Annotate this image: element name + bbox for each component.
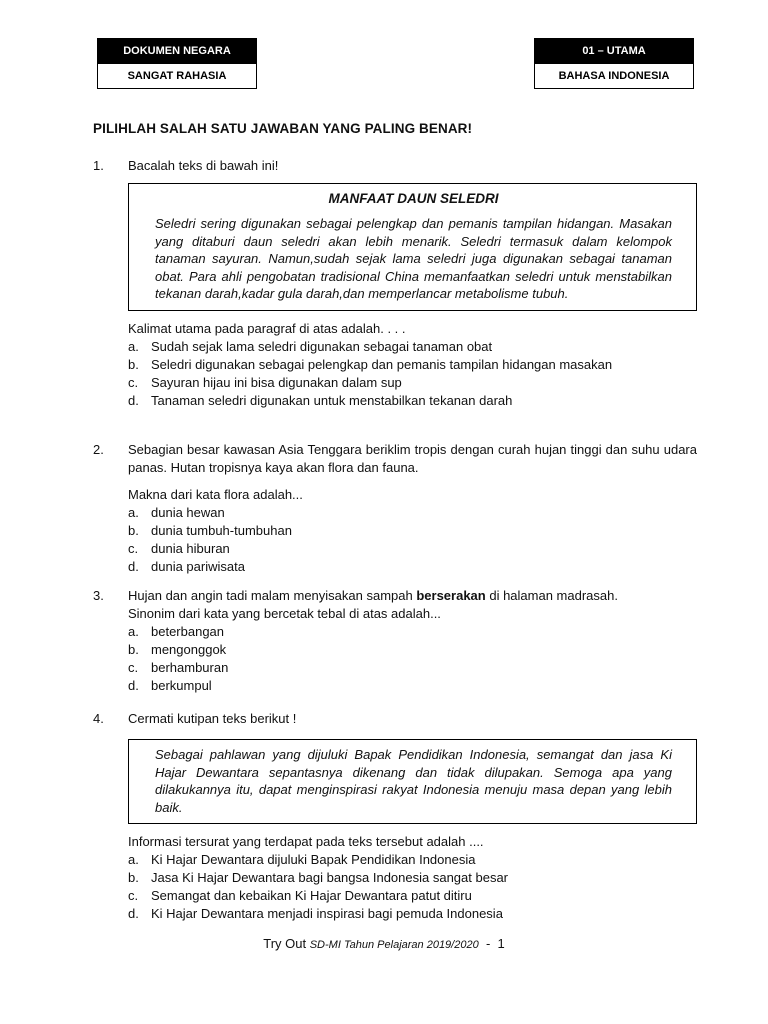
option-a[interactable]	[128, 851, 697, 869]
option-text: berkumpul	[151, 678, 212, 693]
footer-subtitle: SD-MI Tahun Pelajaran 2019/2020	[309, 939, 479, 951]
option-text: Ki Hajar Dewantara dijuluki Bapak Pendidikan Indonesia	[151, 852, 476, 868]
option-letter: a.	[128, 624, 139, 639]
question-intro: Bacalah teks di bawah ini!	[128, 158, 279, 173]
option-c[interactable]	[128, 659, 697, 677]
header-right-subtitle: BAHASA INDONESIA	[535, 63, 693, 88]
header-left-subtitle: SANGAT RAHASIA	[98, 63, 256, 88]
question-prompt: Informasi tersurat yang terdapat pada teks tersebut adalah ....	[128, 834, 484, 850]
page-number: 1	[497, 936, 505, 951]
option-letter: b.	[128, 870, 139, 886]
option-b[interactable]	[128, 869, 697, 887]
option-text: Sudah sejak lama seledri digunakan sebagai tanaman obat	[151, 338, 493, 354]
question-prompt: Makna dari kata flora adalah...	[128, 487, 303, 502]
option-a[interactable]	[128, 623, 697, 641]
option-text: Tanaman seledri digunakan untuk menstabilkan tekanan darah	[151, 392, 513, 408]
question-number: 1.	[93, 158, 104, 173]
option-d[interactable]	[128, 677, 697, 695]
option-letter: c.	[128, 541, 139, 556]
question-number: 3.	[93, 588, 104, 603]
question-intro: Cermati kutipan teks berikut !	[128, 711, 297, 726]
option-text: mengonggok	[151, 642, 227, 657]
passage-title: MANFAAT DAUN SELEDRI	[328, 191, 499, 206]
passage-text: Seledri sering digunakan sebagai pelengkap dan pemanis tampilan hidangan. Masakan yang ditaburi daun seledri akan lebih menarik. Seledri termasuk dalam kelompok tanaman sayuran. Namun,sudah sejak lama seledri juga digunakan sebagai tanaman obat. Para ahli pengobatan tradisional China memanfaatkan seledri untuk menstabilkan tekanan darah,kadar gula darah,dan memperlancar metabolisme tubuh.	[155, 216, 672, 302]
footer-separator: -	[478, 936, 498, 951]
option-text: dunia hewan	[151, 505, 225, 520]
instruction-heading: PILIHLAH SALAH SATU JAWABAN YANG PALING BENAR!	[93, 121, 473, 136]
question-prompt: Sinonim dari kata yang bercetak tebal di atas adalah...	[128, 606, 441, 621]
question-number: 4.	[93, 711, 104, 726]
quote-text: Sebagai pahlawan yang dijuluki Bapak Pendidikan Indonesia, semangat dan jasa Ki Hajar Dewantara sepantasnya dikenang dan tidak dilupakan. Semoga apa yang dilakukannya itu, dapat menginspirasi rakyat Indonesia menuju masa depan yang lebih baik.	[155, 747, 672, 815]
option-letter: d.	[128, 906, 139, 922]
option-letter: b.	[128, 523, 139, 538]
question-4	[93, 710, 697, 923]
option-d[interactable]	[128, 392, 697, 410]
question-intro: Hujan dan angin tadi malam menyisakan sampah berserakan di halaman madrasah.	[128, 588, 618, 603]
reading-passage-box	[128, 183, 697, 311]
answer-options	[128, 623, 697, 695]
option-text: Semangat dan kebaikan Ki Hajar Dewantara patut ditiru	[151, 888, 472, 904]
option-a[interactable]	[128, 504, 697, 522]
header-left-title: DOKUMEN NEGARA	[98, 39, 256, 63]
question-2	[93, 441, 697, 576]
option-letter: c.	[128, 374, 139, 390]
answer-options	[128, 851, 697, 923]
answer-options	[128, 338, 697, 410]
header-right-title: 01 – UTAMA	[535, 39, 693, 63]
footer-label: Try Out	[263, 936, 310, 951]
option-d[interactable]	[128, 558, 697, 576]
option-c[interactable]	[128, 374, 697, 392]
option-b[interactable]	[128, 356, 697, 374]
option-a[interactable]	[128, 338, 697, 356]
quote-box	[128, 739, 697, 824]
question-number: 2.	[93, 442, 104, 457]
option-letter: d.	[128, 678, 139, 693]
option-text: dunia hiburan	[151, 541, 230, 556]
option-letter: c.	[128, 660, 139, 675]
header-right-box	[534, 38, 694, 89]
question-intro: Sebagian besar kawasan Asia Tenggara beriklim tropis dengan curah hujan tinggi dan suhu udara panas. Hutan tropisnya kaya akan flora dan fauna.	[128, 442, 697, 475]
option-letter: d.	[128, 392, 139, 408]
option-text: Ki Hajar Dewantara menjadi inspirasi bagi pemuda Indonesia	[151, 906, 503, 922]
option-letter: a.	[128, 505, 139, 520]
option-letter: b.	[128, 356, 139, 372]
page-footer	[0, 936, 768, 951]
option-text: Jasa Ki Hajar Dewantara bagi bangsa Indonesia sangat besar	[151, 870, 509, 886]
option-text: dunia pariwisata	[151, 559, 245, 574]
option-c[interactable]	[128, 540, 697, 558]
question-1	[93, 157, 697, 410]
option-letter: b.	[128, 642, 139, 657]
option-letter: a.	[128, 852, 139, 868]
question-3	[93, 587, 697, 695]
option-letter: d.	[128, 559, 139, 574]
option-letter: c.	[128, 888, 139, 904]
option-b[interactable]	[128, 522, 697, 540]
option-text: beterbangan	[151, 624, 225, 639]
option-b[interactable]	[128, 641, 697, 659]
option-text: dunia tumbuh-tumbuhan	[151, 523, 292, 538]
question-prompt: Kalimat utama pada paragraf di atas adalah. . . .	[128, 320, 406, 336]
bold-keyword: berserakan	[416, 588, 486, 603]
option-c[interactable]	[128, 887, 697, 905]
answer-options	[128, 504, 697, 576]
option-text: berhamburan	[151, 660, 229, 675]
option-text: Seledri digunakan sebagai pelengkap dan pemanis tampilan hidangan masakan	[151, 356, 613, 372]
header-left-box	[97, 38, 257, 89]
option-letter: a.	[128, 338, 139, 354]
option-d[interactable]	[128, 905, 697, 923]
option-text: Sayuran hijau ini bisa digunakan dalam sup	[151, 374, 402, 390]
